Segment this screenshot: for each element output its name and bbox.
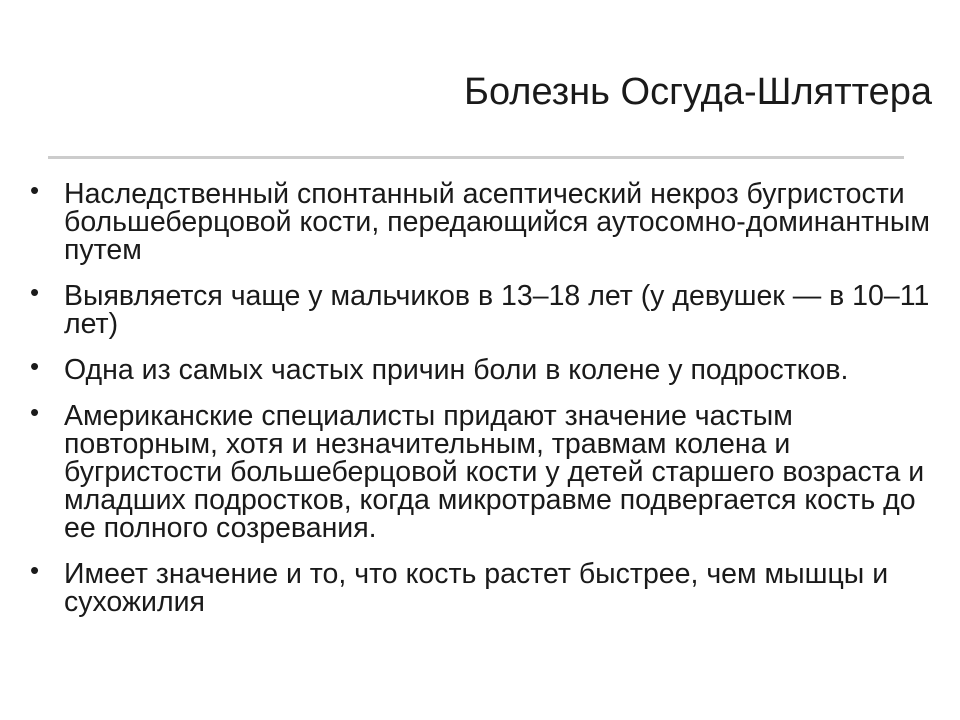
bullet-item — [30, 555, 930, 618]
bullet-text: Наследственный спонтанный асептический некроз бугристости большеберцовой кости, передающийся аутосомно-доминантным путем — [64, 178, 930, 266]
bullet-dot-icon: • — [30, 351, 40, 381]
bullet-list — [30, 175, 930, 634]
bullet-text: Одна из самых частых причин боли в колене у подростков. — [64, 354, 849, 386]
title-divider — [48, 156, 904, 159]
bullet-item — [30, 397, 930, 544]
bullet-text: Имеет значение и то, что кость растет быстрее, чем мышцы и сухожилия — [64, 558, 889, 618]
bullet-item — [30, 277, 930, 340]
bullet-text: Американские специалисты придают значение частым повторным, хотя и незначительным, травмам колена и бугристости большеберцовой кости у детей старшего возраста и младших подростков, когда микротравме подвергается кость до ее полного созревания. — [64, 400, 925, 544]
bullet-dot-icon: • — [30, 397, 40, 427]
bullet-text: Выявляется чаще у мальчиков в 13–18 лет (у девушек — в 10–11 лет) — [64, 280, 930, 340]
bullet-dot-icon: • — [30, 555, 40, 585]
bullet-dot-icon: • — [30, 277, 40, 307]
slide-title: Болезнь Осгуда-Шляттера — [464, 71, 932, 113]
bullet-dot-icon: • — [30, 175, 40, 205]
bullet-item — [30, 351, 930, 386]
bullet-item — [30, 175, 930, 266]
